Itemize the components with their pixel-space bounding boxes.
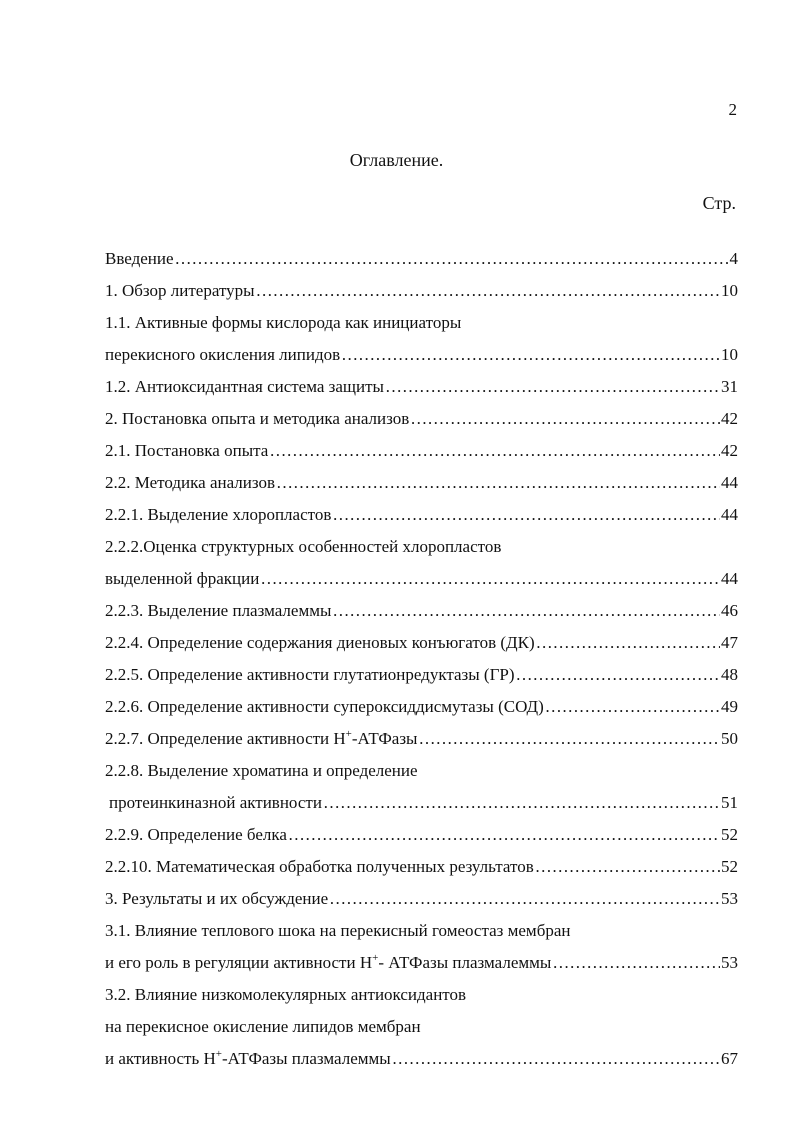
- dot-leader: [552, 949, 720, 977]
- dot-leader: [341, 341, 720, 369]
- toc-entry: [105, 597, 738, 629]
- toc-entry: [105, 949, 738, 981]
- toc-entry-continued: [105, 533, 738, 565]
- toc-entry-title: 2.2.1. Выделение хлоропластов: [105, 505, 332, 524]
- toc-entry-title: 2.2.3. Выделение плазмалеммы: [105, 601, 332, 620]
- toc-entry-title: [105, 725, 417, 753]
- toc-entry-page: 47: [721, 633, 738, 652]
- dot-leader: [392, 1045, 720, 1073]
- dot-leader: [385, 373, 720, 401]
- toc-entry-title: 1.1. Активные формы кислорода как инициаторы: [105, 313, 462, 332]
- dot-leader: [269, 437, 720, 465]
- toc-entry-page: 4: [729, 249, 738, 268]
- superscript-plus: +: [215, 1048, 222, 1060]
- dot-leader: [288, 821, 720, 849]
- toc-entry-title: 2.2.6. Определение активности супероксиддисмутазы (СОД): [105, 697, 544, 716]
- toc-entry-title: протеинкиназной активности: [109, 793, 322, 812]
- toc-entry-title: на перекисное окисление липидов мембран: [105, 1017, 421, 1036]
- toc-entry-page: 50: [721, 729, 738, 748]
- toc-entry-title-text: -АТФазы: [351, 729, 418, 748]
- dot-leader: [276, 469, 720, 497]
- toc-entry-continued: [105, 757, 738, 789]
- toc-entry: [105, 629, 738, 661]
- toc-entry: [105, 341, 738, 373]
- dot-leader: [332, 501, 720, 529]
- toc-entry-title: 2.2. Методика анализов: [105, 473, 276, 492]
- dot-leader: [256, 277, 720, 305]
- toc-entry-title: выделенной фракции: [105, 569, 260, 588]
- superscript-plus: +: [345, 728, 352, 740]
- toc-entry: [105, 405, 738, 437]
- toc-entry-title: 3. Результаты и их обсуждение: [105, 889, 329, 908]
- toc-entry-title-text: -АТФазы плазмалеммы: [221, 1049, 391, 1068]
- dot-leader: [536, 629, 720, 657]
- toc-entry: [105, 789, 738, 821]
- dot-leader: [418, 725, 720, 753]
- toc-entry-page: 52: [721, 825, 738, 844]
- toc-entry-continued: [105, 1013, 738, 1045]
- toc-entry: [105, 437, 738, 469]
- toc-entry-title: 2.2.5. Определение активности глутатионредуктазы (ГР): [105, 665, 515, 684]
- toc-entry-title: 2.2.8. Выделение хроматина и определение: [105, 761, 418, 780]
- toc-entry-title: перекисного окисления липидов: [105, 345, 341, 364]
- dot-leader: [410, 405, 720, 433]
- toc-entry-title: 2.2.9. Определение белка: [105, 825, 287, 844]
- toc-entry-title: 2.2.2.Оценка структурных особенностей хлоропластов: [105, 537, 502, 556]
- toc-entry-page: 42: [721, 409, 738, 428]
- toc-entry-title-text: - АТФазы плазмалеммы: [378, 953, 552, 972]
- toc-entry-page: 67: [721, 1049, 738, 1068]
- toc-entry-page: 31: [721, 377, 738, 396]
- dot-leader: [323, 789, 720, 817]
- toc-entry-page: 49: [721, 697, 738, 716]
- toc-entry: [105, 885, 738, 917]
- toc-entry: [105, 373, 738, 405]
- dot-leader: [332, 597, 720, 625]
- dot-leader: [516, 661, 720, 689]
- toc-entry-title: 2.1. Постановка опыта: [105, 441, 269, 460]
- toc-entry: [105, 565, 738, 597]
- toc-entry-continued: [105, 309, 738, 341]
- toc-entry: [105, 1045, 738, 1077]
- dot-leader: [329, 885, 720, 913]
- toc-entry-continued: [105, 981, 738, 1013]
- toc-entry-title: 2. Постановка опыта и методика анализов: [105, 409, 410, 428]
- toc-entry-title-text: 2.2.7. Определение активности Н: [105, 729, 346, 748]
- toc-entry: [105, 693, 738, 725]
- toc-entry-title: 3.2. Влияние низкомолекулярных антиоксидантов: [105, 985, 467, 1004]
- toc-entry-page: 46: [721, 601, 738, 620]
- toc-entry-page: 42: [721, 441, 738, 460]
- toc-entry-page: 44: [721, 505, 738, 524]
- toc-entry-title: 2.2.4. Определение содержания диеновых конъюгатов (ДК): [105, 633, 535, 652]
- toc-entry-continued: [105, 917, 738, 949]
- toc-entry-page: 10: [721, 281, 738, 300]
- superscript-plus: +: [372, 952, 379, 964]
- toc-entry-page: 48: [721, 665, 738, 684]
- toc-entry-title: Введение: [105, 249, 174, 268]
- toc-entry-page: 53: [721, 953, 738, 972]
- toc-entry-title-text: и активность Н: [105, 1049, 216, 1068]
- toc-entry-title-text: и его роль в регуляции активности Н: [105, 953, 373, 972]
- page-title: Оглавление.: [349, 150, 444, 170]
- toc-entry-title: [105, 949, 551, 977]
- toc-entry-title: 1. Обзор литературы: [105, 281, 255, 300]
- toc-entry: [105, 821, 738, 853]
- toc-entry-page: 10: [721, 345, 738, 364]
- dot-leader: [545, 693, 720, 721]
- toc-entry-page: 52: [721, 857, 738, 876]
- toc-entry-title: 1.2. Антиоксидантная система защиты: [105, 377, 384, 396]
- toc-entry-page: 53: [721, 889, 738, 908]
- toc-entry-page: 51: [721, 793, 738, 812]
- toc-entry: [105, 245, 738, 277]
- page-column-label: Стр.: [702, 193, 736, 213]
- table-of-contents: [105, 245, 738, 1077]
- page-number: 2: [728, 100, 737, 119]
- dot-leader: [175, 245, 729, 273]
- toc-entry: [105, 469, 738, 501]
- toc-entry-title: 3.1. Влияние теплового шока на перекисный гомеостаз мембран: [105, 921, 571, 940]
- toc-entry-title: [105, 1045, 391, 1073]
- toc-entry: [105, 661, 738, 693]
- toc-entry: [105, 501, 738, 533]
- toc-entry-page: 44: [721, 569, 738, 588]
- dot-leader: [535, 853, 720, 881]
- toc-entry-page: 44: [721, 473, 738, 492]
- toc-entry-title: 2.2.10. Математическая обработка полученных результатов: [105, 857, 534, 876]
- dot-leader: [260, 565, 720, 593]
- toc-entry: [105, 725, 738, 757]
- toc-entry: [105, 853, 738, 885]
- toc-entry: [105, 277, 738, 309]
